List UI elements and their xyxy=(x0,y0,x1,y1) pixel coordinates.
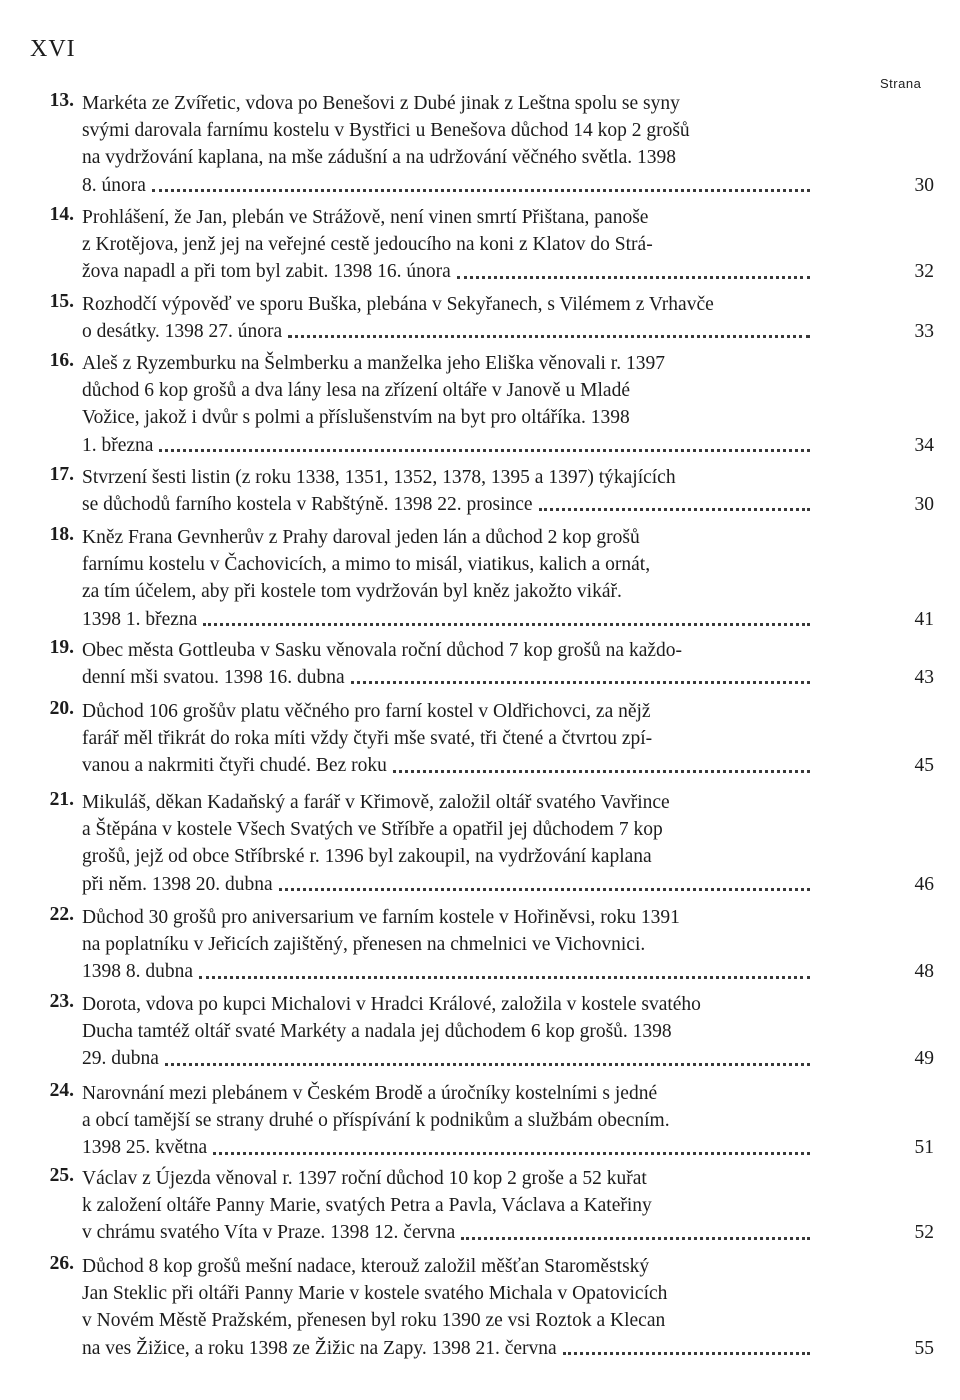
entry-line-text: Dorota, vdova po kupci Michalovi v Hradci Králové, založila v kostele svatého xyxy=(82,994,701,1015)
entry-page-number: 32 xyxy=(914,261,934,283)
entry-line xyxy=(82,1219,816,1246)
entry-text xyxy=(82,1253,816,1362)
entry-line xyxy=(82,1045,816,1072)
dot-leader xyxy=(199,976,810,979)
entry-line xyxy=(82,144,816,171)
dot-leader xyxy=(457,276,810,279)
entry-line xyxy=(82,725,816,752)
entry-line-text: na ves Žižice, a roku 1398 ze Žižic na Zapy. 1398 21. června xyxy=(82,1337,557,1359)
entry-line-text: Václav z Újezda věnoval r. 1397 roční důchod 10 kop 2 groše a 52 kuřat xyxy=(82,1168,647,1189)
entry-line-text: z Krotějova, jenž jej na veřejné cestě jedoucího na koni z Klatov do Strá- xyxy=(82,234,653,256)
entry-line xyxy=(82,291,816,318)
entry-number: 24. xyxy=(49,1080,74,1101)
entry-line-text: svými darovala farnímu kostelu v Bystřici u Benešova důchod 14 kop 2 grošů xyxy=(82,120,690,142)
entry-page-number: 30 xyxy=(914,174,934,196)
entry-line-text: v Novém Městě Pražském, přenesen byl roku 1390 ze vsi Roztok a Klecan xyxy=(82,1310,666,1332)
entry-line xyxy=(82,464,816,491)
entry-line-text: Důchod 106 grošův platu věčného pro farní kostel v Oldřichovci, za nějž xyxy=(82,701,651,722)
entry-line-text: o desátky. 1398 27. února xyxy=(82,321,283,343)
dot-leader xyxy=(159,449,810,452)
entry-line xyxy=(82,1192,816,1219)
entry-line xyxy=(82,1165,816,1192)
entry-line-text: Obec města Gottleuba v Sasku věnovala roční důchod 7 kop grošů na každo- xyxy=(82,640,683,661)
entry-line xyxy=(82,789,816,816)
entry-text xyxy=(82,524,816,633)
entry-text xyxy=(82,991,816,1073)
entry-line xyxy=(82,1018,816,1045)
entry-number: 19. xyxy=(49,637,74,658)
entry-number: 13. xyxy=(49,90,74,111)
entry-page-number: 43 xyxy=(914,667,934,689)
entry-line-text: Rozhodčí výpověď ve sporu Buška, plebána v Sekyřanech, s Vilémem z Vrhavče xyxy=(82,294,714,315)
entry-line-text: 29. dubna xyxy=(82,1048,159,1070)
entry-line xyxy=(82,752,816,779)
entry-line xyxy=(82,350,816,377)
entry-number: 21. xyxy=(49,789,74,810)
entry-line-text: Jan Steklic při oltáři Panny Marie v kostele svatého Michala v Opatovicích xyxy=(82,1283,668,1305)
dot-leader xyxy=(539,508,810,511)
dot-leader xyxy=(152,189,810,192)
entry-page-number: 33 xyxy=(914,321,934,343)
entry-line xyxy=(82,606,816,633)
entry-page-number: 34 xyxy=(914,434,934,456)
entry-line-text: Vožice, jakož i dvůr s polmi a příslušenstvím na byt pro oltáříka. 1398 xyxy=(82,407,630,429)
entry-line-text: Důchod 8 kop grošů mešní nadace, kterouž založil měšťan Staroměstský xyxy=(82,1256,650,1277)
column-header: Strana xyxy=(880,76,922,91)
dot-leader xyxy=(279,888,810,891)
entry-line xyxy=(82,1107,816,1134)
entry-line-text: vanou a nakrmiti čtyři chudé. Bez roku xyxy=(82,755,387,777)
entry-number: 26. xyxy=(49,1253,74,1274)
entry-line-text: Kněz Frana Gevnherův z Prahy daroval jeden lán a důchod 2 kop grošů xyxy=(82,527,640,548)
entry-number: 22. xyxy=(49,904,74,925)
entry-page-number: 48 xyxy=(914,961,934,983)
dot-leader xyxy=(165,1063,810,1066)
entry-line-text: Markéta ze Zvířetic, vdova po Benešovi z Dubé jinak z Leštna spolu se syny xyxy=(82,93,680,114)
entry-line xyxy=(82,491,816,518)
entry-line-text: 1398 1. března xyxy=(82,608,198,630)
entry-line-text: Důchod 30 grošů pro aniversarium ve farním kostele v Hořiněvsi, roku 1391 xyxy=(82,907,680,928)
entry-text xyxy=(82,204,816,286)
entry-line-text: na vydržování kaplana, na mše zádušní a na udržování věčného světla. 1398 xyxy=(82,147,676,169)
entry-number: 14. xyxy=(49,204,74,225)
entry-text xyxy=(82,789,816,898)
entry-line-text: důchod 6 kop grošů a dva lány lesa na zřízení oltáře v Janově u Mladé xyxy=(82,380,630,402)
entry-line xyxy=(82,90,816,117)
entry-line-text: Ducha tamtéž oltář svaté Markéty a nadala jej důchodem 6 kop grošů. 1398 xyxy=(82,1021,672,1043)
entry-line xyxy=(82,871,816,898)
entry-line xyxy=(82,1253,816,1280)
entry-line xyxy=(82,1280,816,1307)
entry-text xyxy=(82,291,816,345)
entry-line xyxy=(82,637,816,664)
entry-text xyxy=(82,637,816,691)
entry-line xyxy=(82,904,816,931)
entry-line xyxy=(82,816,816,843)
entry-line-text: grošů, jejž od obce Stříbrské r. 1396 byl zakoupil, na vydržování kaplana xyxy=(82,846,652,868)
entry-page-number: 45 xyxy=(914,755,934,777)
entry-line-text: Narovnání mezi plebánem v Českém Brodě a úročníky kostelními s jedné xyxy=(82,1083,658,1104)
entry-line-text: k založení oltáře Panny Marie, svatých Petra a Pavla, Václava a Kateřiny xyxy=(82,1195,652,1217)
entry-page-number: 55 xyxy=(914,1337,934,1359)
entry-page-number: 52 xyxy=(914,1222,934,1244)
entry-line xyxy=(82,172,816,199)
entry-line xyxy=(82,1134,816,1161)
dot-leader xyxy=(288,335,810,338)
entry-line xyxy=(82,958,816,985)
dot-leader xyxy=(461,1237,810,1240)
entry-number: 23. xyxy=(49,991,74,1012)
entry-line-text: a Štěpána v kostele Všech Svatých ve Stříbře a opatřil jej důchodem 7 kop xyxy=(82,819,663,841)
entry-line xyxy=(82,1307,816,1334)
entry-line xyxy=(82,318,816,345)
entry-line-text: 1. března xyxy=(82,434,154,456)
entry-line-text: při něm. 1398 20. dubna xyxy=(82,873,273,895)
entry-line-text: Prohlášení, že Jan, plebán ve Strážově, není vinen smrtí Přištana, panoše xyxy=(82,207,649,228)
entry-line-text: se důchodů farního kostela v Rabštýně. 1398 22. prosince xyxy=(82,494,533,516)
entry-line xyxy=(82,231,816,258)
entry-line-text: Stvrzení šesti listin (z roku 1338, 1351, 1352, 1378, 1395 a 1397) týkajících xyxy=(82,467,676,488)
entry-line-text: žova napadl a při tom byl zabit. 1398 16. února xyxy=(82,261,451,283)
page-number: XVI xyxy=(30,36,76,62)
entry-number: 17. xyxy=(49,464,74,485)
dot-leader xyxy=(351,681,810,684)
entry-line-text: 8. února xyxy=(82,174,146,196)
entry-line xyxy=(82,1080,816,1107)
entry-line xyxy=(82,117,816,144)
entry-line xyxy=(82,1335,816,1362)
entry-line xyxy=(82,698,816,725)
entry-text xyxy=(82,1080,816,1162)
entry-text xyxy=(82,464,816,518)
entry-number: 16. xyxy=(49,350,74,371)
entry-number: 18. xyxy=(49,524,74,545)
entry-line xyxy=(82,524,816,551)
entry-line-text: Aleš z Ryzemburku na Šelmberku a manželka jeho Eliška věnovali r. 1397 xyxy=(82,353,665,374)
dot-leader xyxy=(203,623,810,626)
entry-line-text: farář měl třikrát do roka míti vždy čtyři mše svaté, tři čtené a čtvrtou zpí- xyxy=(82,728,653,750)
entry-line xyxy=(82,432,816,459)
entry-text xyxy=(82,904,816,986)
entry-page-number: 30 xyxy=(914,494,934,516)
entry-text xyxy=(82,350,816,459)
entry-number: 15. xyxy=(49,291,74,312)
entry-line-text: Mikuláš, děkan Kadaňský a farář v Křimově, založil oltář svatého Vavřince xyxy=(82,792,670,813)
entry-page-number: 46 xyxy=(914,873,934,895)
entry-text xyxy=(82,90,816,199)
entry-line xyxy=(82,377,816,404)
entry-line-text: 1398 8. dubna xyxy=(82,961,194,983)
entry-line-text: 1398 25. května xyxy=(82,1137,208,1159)
entry-text xyxy=(82,1165,816,1247)
entry-line-text: na poplatníku v Jeřicích zajištěný, přenesen na chmelnici ve Vichovnici. xyxy=(82,934,646,956)
entry-line-text: a obcí tamější se strany druhé o příspívání k podnikům a službám obecním. xyxy=(82,1110,670,1132)
entry-line xyxy=(82,843,816,870)
entry-number: 20. xyxy=(49,698,74,719)
entry-page-number: 51 xyxy=(914,1137,934,1159)
entry-text xyxy=(82,698,816,780)
entry-line xyxy=(82,204,816,231)
entry-line xyxy=(82,991,816,1018)
entry-line-text: v chrámu svatého Víta v Praze. 1398 12. června xyxy=(82,1222,456,1244)
entry-line-text: farnímu kostelu v Čachovicích, a mimo to misál, viatikus, kalich a ornát, xyxy=(82,554,651,576)
entry-line xyxy=(82,664,816,691)
entry-line xyxy=(82,931,816,958)
entry-line-text: za tím účelem, aby při kostele tom vydržován byl kněz jakožto vikář. xyxy=(82,581,622,603)
dot-leader xyxy=(563,1352,810,1355)
entry-line xyxy=(82,551,816,578)
entry-page-number: 41 xyxy=(914,608,934,630)
entry-line xyxy=(82,404,816,431)
entry-line xyxy=(82,258,816,285)
entry-page-number: 49 xyxy=(914,1048,934,1070)
dot-leader xyxy=(213,1152,810,1155)
entry-number: 25. xyxy=(49,1165,74,1186)
dot-leader xyxy=(393,770,810,773)
entry-line xyxy=(82,578,816,605)
entry-line-text: denní mši svatou. 1398 16. dubna xyxy=(82,667,345,689)
